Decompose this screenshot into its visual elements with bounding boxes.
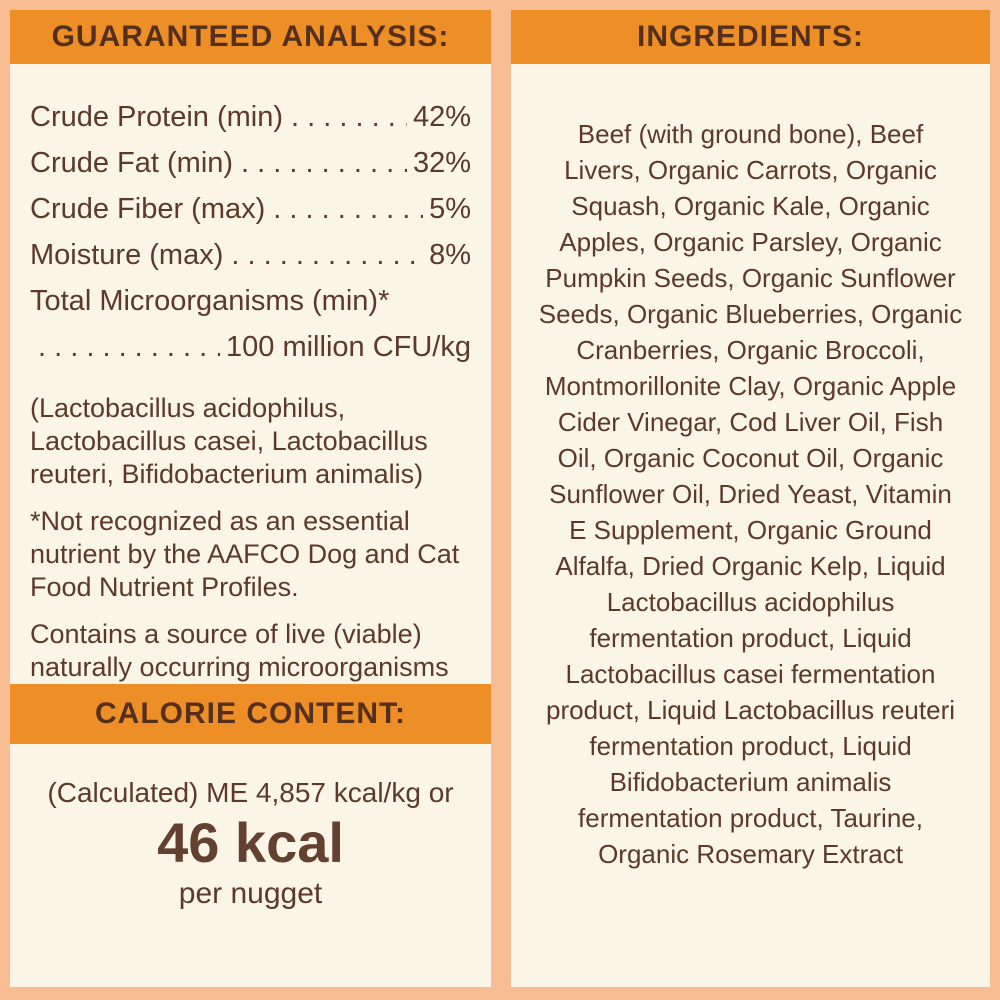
analysis-row-moisture — [30, 232, 471, 278]
dot-leader — [291, 94, 407, 140]
calorie-value: 46 kcal — [157, 811, 344, 874]
analysis-row-crude-fiber — [30, 186, 471, 232]
calorie-content-title: CALORIE CONTENT: — [95, 697, 406, 730]
row-value: 8% — [429, 239, 471, 271]
calorie-content-header — [10, 684, 491, 744]
ingredients-header — [511, 10, 990, 64]
analysis-row-microorganisms-label — [30, 278, 471, 324]
aafco-note: *Not recognized as an essential nutrient by the AAFCO Dog and Cat Food Nutrient Profiles. — [30, 506, 460, 602]
dot-leader — [38, 324, 220, 370]
row-label: Moisture (max) — [30, 239, 224, 271]
ingredients-text: Beef (with ground bone), Beef Livers, Organic Carrots, Organic Squash, Organic Kale, Organic Apples, Organic Parsley, Organic Pumpkin Seeds, Organic Sunflower Seeds, Organic Blueberries, Organic Cranberries, Organic Broccoli, Montmorillonite Clay, Organic Apple Cider Vinegar, Cod Liver Oil, Fish Oil, Organic Coconut Oil, Organic Sunflower Oil, Dried Yeast, Vitamin E Supplement, Organic Ground Alfalfa, Dried Organic Kelp, Liquid Lactobacillus acidophilus fermentation product, Liquid Lactobacillus casei fermentation product, Liquid Lactobacillus reuteri fermentation product, Liquid Bifidobacterium animalis fermentation product, Taurine, Organic Rosemary Extract — [538, 119, 963, 869]
analysis-section — [10, 64, 491, 684]
ingredients-panel — [511, 10, 990, 987]
row-label: Crude Fat (min) — [30, 147, 234, 179]
row-value: 5% — [429, 193, 471, 225]
analysis-row-microorganisms-value — [30, 324, 471, 370]
live-microorganisms-note: Contains a source of live (viable) naturally occurring microorganisms — [30, 619, 449, 682]
row-label: Total Microorganisms (min)* — [30, 285, 390, 317]
calorie-kcal-per-kg: (Calculated) ME 4,857 kcal/kg or — [47, 777, 454, 808]
guaranteed-analysis-panel — [10, 10, 491, 987]
dot-leader — [241, 140, 407, 186]
species-note: (Lactobacillus acidophilus, Lactobacillus casei, Lactobacillus reuteri, Bifidobacterium animalis) — [30, 393, 428, 489]
row-label: Crude Fiber (max) — [30, 193, 266, 225]
row-value: 100 million CFU/kg — [226, 331, 471, 363]
guaranteed-analysis-title: GUARANTEED ANALYSIS: — [51, 20, 450, 53]
ingredients-title: INGREDIENTS: — [636, 20, 864, 53]
row-label: Crude Protein (min) — [30, 101, 284, 133]
guaranteed-analysis-header — [10, 10, 491, 64]
calorie-unit: per nugget — [178, 877, 323, 910]
analysis-row-crude-fat — [30, 140, 471, 186]
row-value: 32% — [412, 147, 471, 179]
calorie-section — [10, 744, 491, 992]
dot-leader — [273, 186, 423, 232]
dot-leader — [231, 232, 423, 278]
row-value: 42% — [412, 101, 471, 133]
analysis-row-crude-protein — [30, 94, 471, 140]
